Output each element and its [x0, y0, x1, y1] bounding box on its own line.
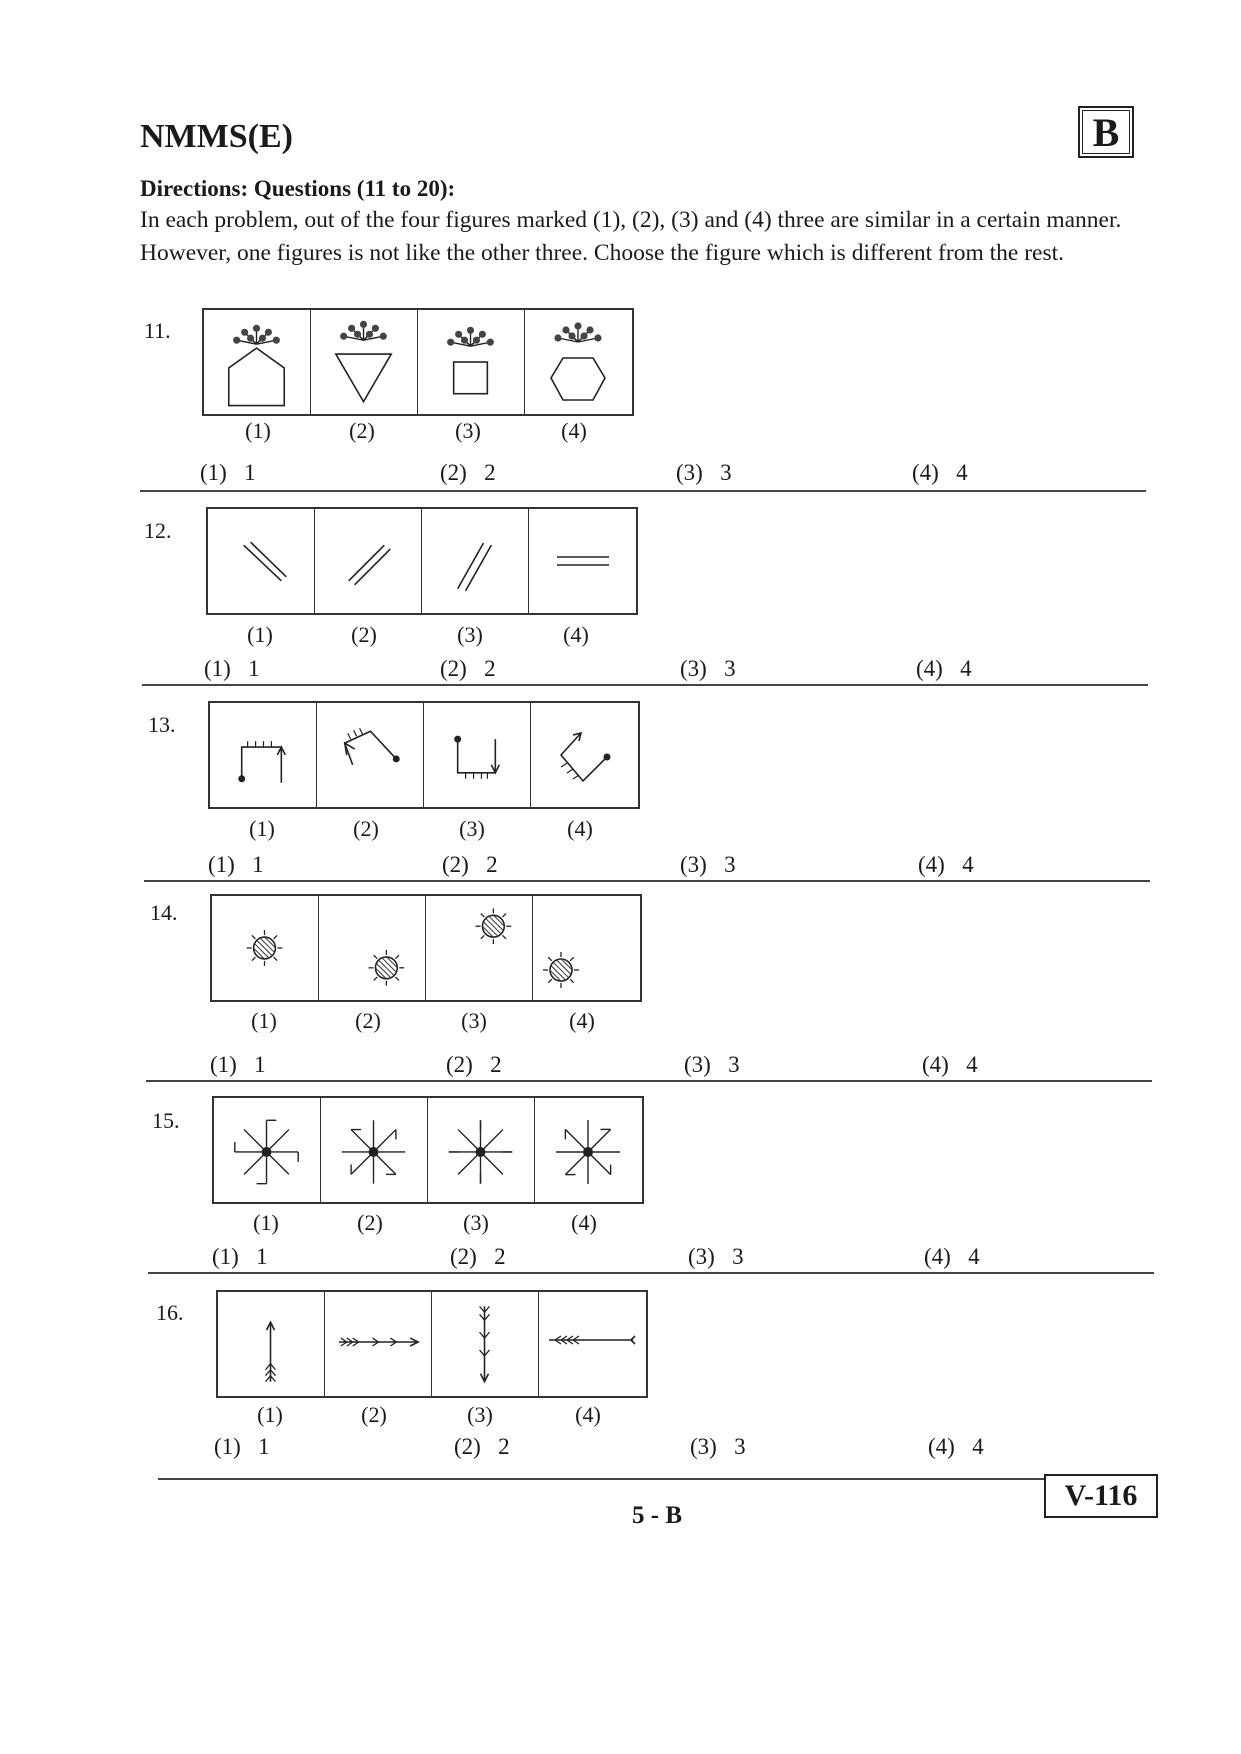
figure-3 [418, 310, 525, 414]
answer-option-3[interactable]: (3) 3 [680, 656, 736, 681]
question-number: 12. [144, 518, 172, 543]
figure-drawing [426, 896, 532, 1000]
figure-drawing [317, 703, 423, 807]
figure-label: (1) [249, 816, 275, 841]
answer-option-4[interactable]: (4) 4 [922, 1052, 978, 1077]
answer-option-2[interactable]: (2) 2 [442, 852, 498, 877]
set-code-badge: B [1078, 106, 1134, 158]
figure-row [216, 1290, 648, 1398]
figure-drawing [315, 509, 421, 613]
question-number: 15. [152, 1108, 180, 1133]
figure-drawing [204, 310, 310, 414]
figure-1 [208, 509, 315, 613]
answer-option-3[interactable]: (3) 3 [690, 1434, 746, 1459]
answer-option-1[interactable]: (1) 1 [210, 1052, 266, 1077]
figure-4 [535, 1098, 642, 1202]
answer-option-1[interactable]: (1) 1 [214, 1434, 270, 1459]
figure-drawing [529, 509, 636, 613]
figure-3 [424, 703, 531, 807]
figure-label: (2) [361, 1402, 387, 1427]
figure-drawing [432, 1292, 538, 1396]
directions-heading: Directions: Questions (11 to 20): [140, 176, 456, 201]
figure-label: (2) [357, 1210, 383, 1235]
figure-drawing [418, 310, 524, 414]
divider [140, 490, 1146, 492]
answer-option-2[interactable]: (2) 2 [440, 460, 496, 485]
divider [158, 1478, 1046, 1480]
figure-label: (2) [351, 622, 377, 647]
figure-drawing [531, 703, 638, 807]
figure-2 [321, 1098, 428, 1202]
question-number: 11. [144, 318, 171, 343]
figure-row [206, 507, 638, 615]
figure-drawing [539, 1292, 646, 1396]
figure-drawing [311, 310, 417, 414]
directions-text: In each problem, out of the four figures marked (1), (2), (3) and (4) three are similar in a certain manner. However, one figures is not like the other three. Choose the figure which is different from the rest. [140, 207, 1122, 266]
figure-label: (1) [257, 1402, 283, 1427]
figure-2 [311, 310, 418, 414]
figure-drawing [319, 896, 425, 1000]
figure-drawing [214, 1098, 320, 1202]
figure-4 [529, 509, 636, 613]
figure-2 [317, 703, 424, 807]
figure-4 [525, 310, 632, 414]
answer-option-3[interactable]: (3) 3 [680, 852, 736, 877]
figure-label: (1) [253, 1210, 279, 1235]
answer-option-4[interactable]: (4) 4 [928, 1434, 984, 1459]
divider [146, 1080, 1152, 1082]
figure-label: (2) [353, 816, 379, 841]
figure-label: (4) [569, 1008, 595, 1033]
figure-2 [319, 896, 426, 1000]
figure-label: (3) [461, 1008, 487, 1033]
figure-drawing [325, 1292, 431, 1396]
figure-row [208, 701, 640, 809]
answer-option-3[interactable]: (3) 3 [676, 460, 732, 485]
figure-row [212, 1096, 644, 1204]
answer-option-2[interactable]: (2) 2 [440, 656, 496, 681]
answer-option-4[interactable]: (4) 4 [924, 1244, 980, 1269]
figure-1 [218, 1292, 325, 1396]
answer-option-1[interactable]: (1) 1 [200, 460, 256, 485]
figure-4 [533, 896, 640, 1000]
question-number: 13. [148, 712, 176, 737]
answer-option-3[interactable]: (3) 3 [684, 1052, 740, 1077]
answer-option-1[interactable]: (1) 1 [208, 852, 264, 877]
figure-label: (2) [349, 418, 375, 443]
figure-label: (1) [245, 418, 271, 443]
answer-option-4[interactable]: (4) 4 [916, 656, 972, 681]
figure-drawing [424, 703, 530, 807]
paper-code-badge: V-116 [1044, 1474, 1158, 1518]
page-number: 5 - B [632, 1502, 682, 1529]
figure-label: (3) [457, 622, 483, 647]
figure-3 [422, 509, 529, 613]
figure-label: (3) [463, 1210, 489, 1235]
answer-option-2[interactable]: (2) 2 [446, 1052, 502, 1077]
figure-3 [426, 896, 533, 1000]
answer-option-4[interactable]: (4) 4 [918, 852, 974, 877]
figure-4 [539, 1292, 646, 1396]
figure-label: (4) [561, 418, 587, 443]
figure-drawing [428, 1098, 534, 1202]
answer-option-2[interactable]: (2) 2 [450, 1244, 506, 1269]
answer-option-1[interactable]: (1) 1 [212, 1244, 268, 1269]
figure-1 [212, 896, 319, 1000]
figure-row [210, 894, 642, 1002]
figure-label: (3) [459, 816, 485, 841]
figure-1 [210, 703, 317, 807]
figure-label: (1) [247, 622, 273, 647]
figure-drawing [218, 1292, 324, 1396]
figure-drawing [321, 1098, 427, 1202]
divider [148, 1272, 1154, 1274]
figure-drawing [533, 896, 640, 1000]
figure-drawing [208, 509, 314, 613]
figure-label: (3) [467, 1402, 493, 1427]
figure-drawing [535, 1098, 642, 1202]
figure-drawing [210, 703, 316, 807]
figure-label: (2) [355, 1008, 381, 1033]
figure-4 [531, 703, 638, 807]
figure-row [202, 308, 634, 416]
figure-label: (4) [567, 816, 593, 841]
figure-drawing [422, 509, 528, 613]
figure-1 [214, 1098, 321, 1202]
answer-option-1[interactable]: (1) 1 [204, 656, 260, 681]
question-number: 14. [150, 900, 178, 925]
answer-option-2[interactable]: (2) 2 [454, 1434, 510, 1459]
figure-2 [315, 509, 422, 613]
answer-option-3[interactable]: (3) 3 [688, 1244, 744, 1269]
figure-1 [204, 310, 311, 414]
figure-drawing [212, 896, 318, 1000]
answer-option-4[interactable]: (4) 4 [912, 460, 968, 485]
figure-3 [428, 1098, 535, 1202]
divider [142, 684, 1148, 686]
figure-label: (3) [455, 418, 481, 443]
figure-drawing [525, 310, 632, 414]
page-title: NMMS(E) [140, 118, 293, 155]
figure-label: (4) [571, 1210, 597, 1235]
figure-3 [432, 1292, 539, 1396]
figure-label: (4) [575, 1402, 601, 1427]
figure-label: (4) [563, 622, 589, 647]
question-number: 16. [156, 1300, 184, 1325]
figure-label: (1) [251, 1008, 277, 1033]
divider [144, 880, 1150, 882]
figure-2 [325, 1292, 432, 1396]
